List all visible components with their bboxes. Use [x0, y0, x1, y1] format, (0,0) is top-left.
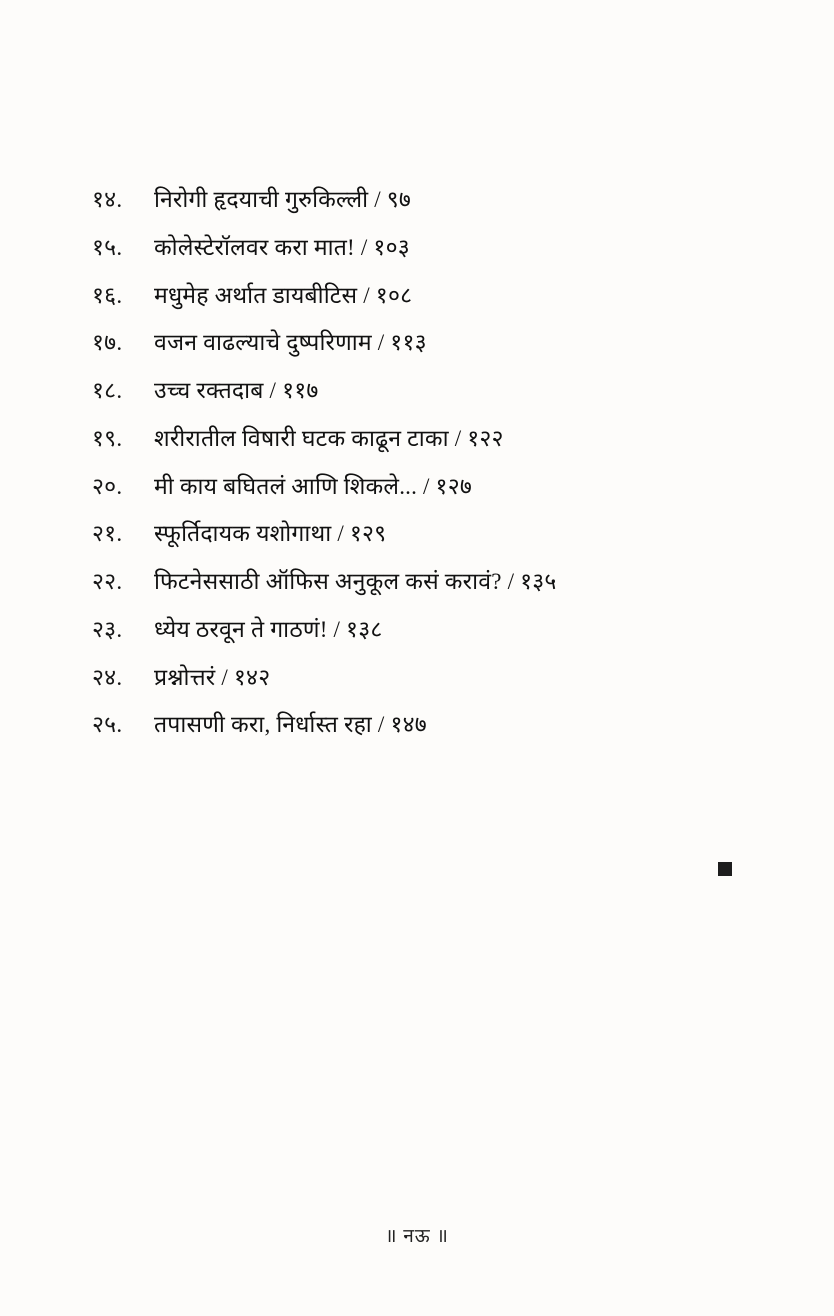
- page-folio: ॥ नऊ ॥: [385, 1226, 449, 1247]
- toc-entry-title: प्रश्नोत्तरं / १४२: [154, 664, 271, 690]
- toc-entry-number: १७.: [92, 330, 123, 356]
- toc-entry-number: १८.: [92, 378, 123, 403]
- list-item: [92, 234, 732, 263]
- list-item: [92, 664, 732, 693]
- list-item: [92, 473, 732, 502]
- toc-entry-title: निरोगी हृदयाची गुरुकिल्ली / ९७: [154, 187, 412, 212]
- toc-entry-title: फिटनेससाठी ऑफिस अनुकूल कसं करावं? / १३५: [154, 569, 557, 594]
- toc-entry-title: तपासणी करा, निर्धास्त रहा / १४७: [154, 712, 427, 738]
- toc-entry-title: मधुमेह अर्थात डायबीटिस / १०८: [154, 282, 413, 308]
- list-item: [92, 329, 732, 358]
- toc-entry-title: वजन वाढल्याचे दुष्परिणाम / ११३: [154, 330, 427, 356]
- toc-entry-title: कोलेस्टेरॉलवर करा मात! / १०३: [154, 234, 410, 260]
- toc-entry-number: २४.: [92, 664, 123, 690]
- toc-entry-title: ध्येय ठरवून ते गाठणं! / १३८: [154, 616, 383, 642]
- toc-entry-number: २०.: [92, 473, 123, 499]
- toc-entry-number: २३.: [92, 616, 123, 642]
- list-item: [92, 616, 732, 645]
- toc-entry-title: उच्च रक्तदाब / ११७: [154, 378, 319, 403]
- toc-entry-title: शरीरातील विषारी घटक काढून टाका / १२२: [154, 425, 504, 451]
- toc-entry-number: २१.: [92, 521, 123, 547]
- table-of-contents: [92, 186, 732, 759]
- list-item: [92, 425, 732, 454]
- toc-entry-number: २५.: [92, 712, 123, 738]
- toc-entry-title: मी काय बघितलं आणि शिकले... / १२७: [154, 473, 473, 499]
- toc-entry-title: स्फूर्तिदायक यशोगाथा / १२९: [154, 521, 387, 547]
- list-item: [92, 377, 732, 406]
- list-item: [92, 520, 732, 549]
- toc-entry-number: १४.: [92, 187, 123, 212]
- square-ornament-icon: [718, 862, 732, 876]
- toc-entry-number: १५.: [92, 234, 123, 260]
- list-item: [92, 568, 732, 597]
- toc-entry-number: १६.: [92, 282, 123, 308]
- toc-entry-number: २२.: [92, 569, 123, 594]
- toc-entry-number: १९.: [92, 425, 123, 451]
- list-item: [92, 711, 732, 740]
- list-item: [92, 186, 732, 215]
- list-item: [92, 282, 732, 311]
